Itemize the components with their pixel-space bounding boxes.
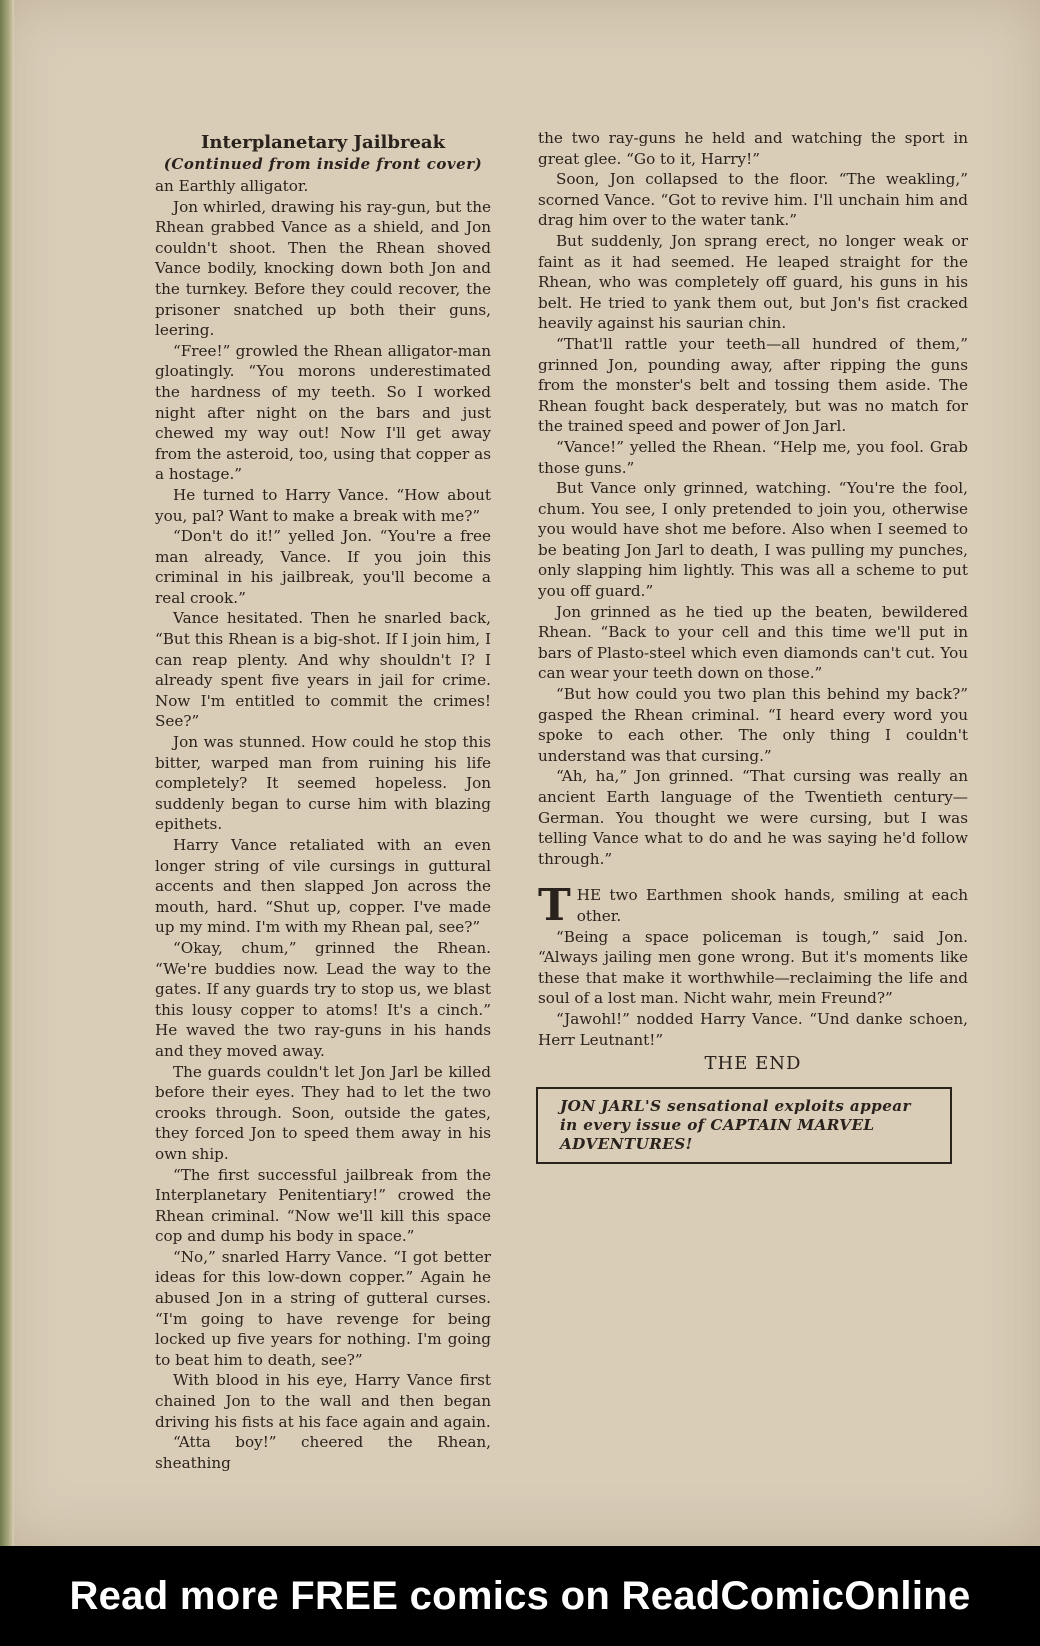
promo-banner[interactable] (0, 1546, 1040, 1646)
paragraph: He turned to Harry Vance. “How about you, pal? Want to make a break with me?” (155, 485, 491, 525)
promo-banner-text[interactable]: Read more FREE comics on ReadComicOnline (69, 1573, 971, 1618)
paragraph: “No,” snarled Harry Vance. “I got better ideas for this low-down copper.” Again he abused Jon in a string of gutteral curses. “I'm going to have revenge for being locked up five years for nothing. I'm going to beat him to death, see?” (155, 1247, 491, 1369)
left-column (155, 128, 491, 1473)
paragraph: Jon was stunned. How could he stop this bitter, warped man from ruining his life completely? It seemed hopeless. Jon suddenly began to curse him with blazing epithets. (155, 733, 491, 834)
paragraph: The guards couldn't let Jon Jarl be killed before their eyes. They had to let the two crooks through. Soon, outside the gates, they forced Jon to speed them away in his own ship. (155, 1062, 491, 1163)
paragraph: “Jawohl!” nodded Harry Vance. “Und danke schoen, Herr Leutnant!” (538, 1009, 968, 1049)
paragraph: “Being a space policeman is tough,” said Jon. “Always jailing men gone wrong. But it's moments like these that make it worthwhile—reclaiming the life and soul of a lost man. Nicht wahr, mein Freund?” (538, 927, 968, 1008)
right-column (538, 128, 968, 1164)
paragraph: Jon grinned as he tied up the beaten, bewildered Rhean. “Back to your cell and this time we'll put in bars of Plasto-steel which even diamonds can't cut. You can wear your teeth down on those.” (538, 602, 968, 683)
paragraph: Jon whirled, drawing his ray-gun, but the Rhean grabbed Vance as a shield, and Jon couldn't shoot. Then the Rhean shoved Vance bodily, knocking down both Jon and the turnkey. Before they could recover, the prisoner snatched up both their guns, leering. (155, 197, 491, 340)
drop-cap: T (538, 880, 571, 932)
paragraph: But suddenly, Jon sprang erect, no longer weak or faint as it had seemed. He leaped straight for the Rhean, who was completely off guard, his guns in his belt. He tried to yank them out, but Jon's fist cracked heavily against his saurian chin. (538, 231, 968, 333)
paragraph: Soon, Jon collapsed to the floor. “The weakling,” scorned Vance. “Got to revive him. I'll unchain him and drag him over to the water tank.” (538, 170, 968, 230)
paragraph: “Okay, chum,” grinned the Rhean. “We're buddies now. Lead the way to the gates. If any guards try to stop us, we blast this lousy copper to atoms! It's a cinch.” He waved the two ray-guns in his hands and they moved away. (155, 938, 491, 1060)
paragraph: “The first successful jailbreak from the Interplanetary Penitentiary!” crowed the Rhean criminal. “Now we'll kill this space cop and dump his body in space.” (155, 1165, 491, 1246)
paragraph: “Vance!” yelled the Rhean. “Help me, you fool. Grab those guns.” (538, 437, 968, 477)
the-end: THE END (704, 1053, 802, 1075)
paragraph: “Atta boy!” cheered the Rhean, sheathing (155, 1433, 491, 1472)
paragraph: “Don't do it!” yelled Jon. “You're a free man already, Vance. If you join this criminal in his jailbreak, you'll become a real crook.” (155, 527, 491, 607)
final-section-first-line: HE two Earthmen shook hands, smiling at each other. (576, 886, 968, 925)
article-title: Interplanetary Jailbreak (200, 132, 446, 153)
paragraph: “That'll rattle your teeth—all hundred of them,” grinned Jon, pounding away, after ripping the guns from the monster's belt and tossing them aside. The Rhean fought back desperately, but was no match for the trained speed and power of Jon Jarl. (538, 334, 968, 436)
paragraph: the two ray-guns he held and watching the sport in great glee. “Go to it, Harry!” (538, 129, 968, 168)
article-subtitle: (Continued from inside front cover) (163, 155, 483, 173)
paragraph: “But how could you two plan this behind my back?” gasped the Rhean criminal. “I heard every word you spoke to each other. The only thing I couldn't understand was that cursing.” (538, 685, 968, 765)
paragraph: an Earthly alligator. (155, 177, 309, 195)
paragraph: Harry Vance retaliated with an even longer string of vile cursings in guttural accents and then slapped Jon across the mouth, hard. “Shut up, copper. I've made up my mind. I'm with my Rhean pal, see?” (155, 836, 491, 937)
paragraph: Vance hesitated. Then he snarled back, “But this Rhean is a big-shot. If I join him, I can reap plenty. And why shouldn't I? I already spent five years in jail for crime. Now I'm entitled to commit the crimes! See?” (155, 609, 491, 731)
paragraph: “Free!” growled the Rhean alligator-man gloatingly. “You morons underestimated the hardness of my teeth. So I worked night after night on the bars and just chewed my way out! Now I'll get away from the asteroid, too, using that copper as a hostage.” (155, 341, 491, 484)
section-break (538, 869, 968, 885)
page-edge (0, 0, 14, 1546)
paragraph: With blood in his eye, Harry Vance first chained Jon to the wall and then began driving his fists at his face again and again. (155, 1371, 491, 1431)
final-section-opening (538, 880, 968, 932)
paragraph: But Vance only grinned, watching. “You're the fool, chum. You see, I only pretended to join you, otherwise you would have shot me before. Also when I seemed to be beating Jon Jarl to death, I was pulling my punches, only slapping him lightly. This was all a scheme to put you off guard.” (538, 479, 968, 601)
promo-box: JON JARL'S sensational exploits appear in every issue of CAPTAIN MARVEL ADVENTURES! (536, 1087, 952, 1164)
paragraph: “Ah, ha,” Jon grinned. “That cursing was really an ancient Earth language of the Twentieth century—German. You thought we were cursing, but I was telling Vance what to do and he was saying he'd follow through.” (538, 767, 968, 868)
